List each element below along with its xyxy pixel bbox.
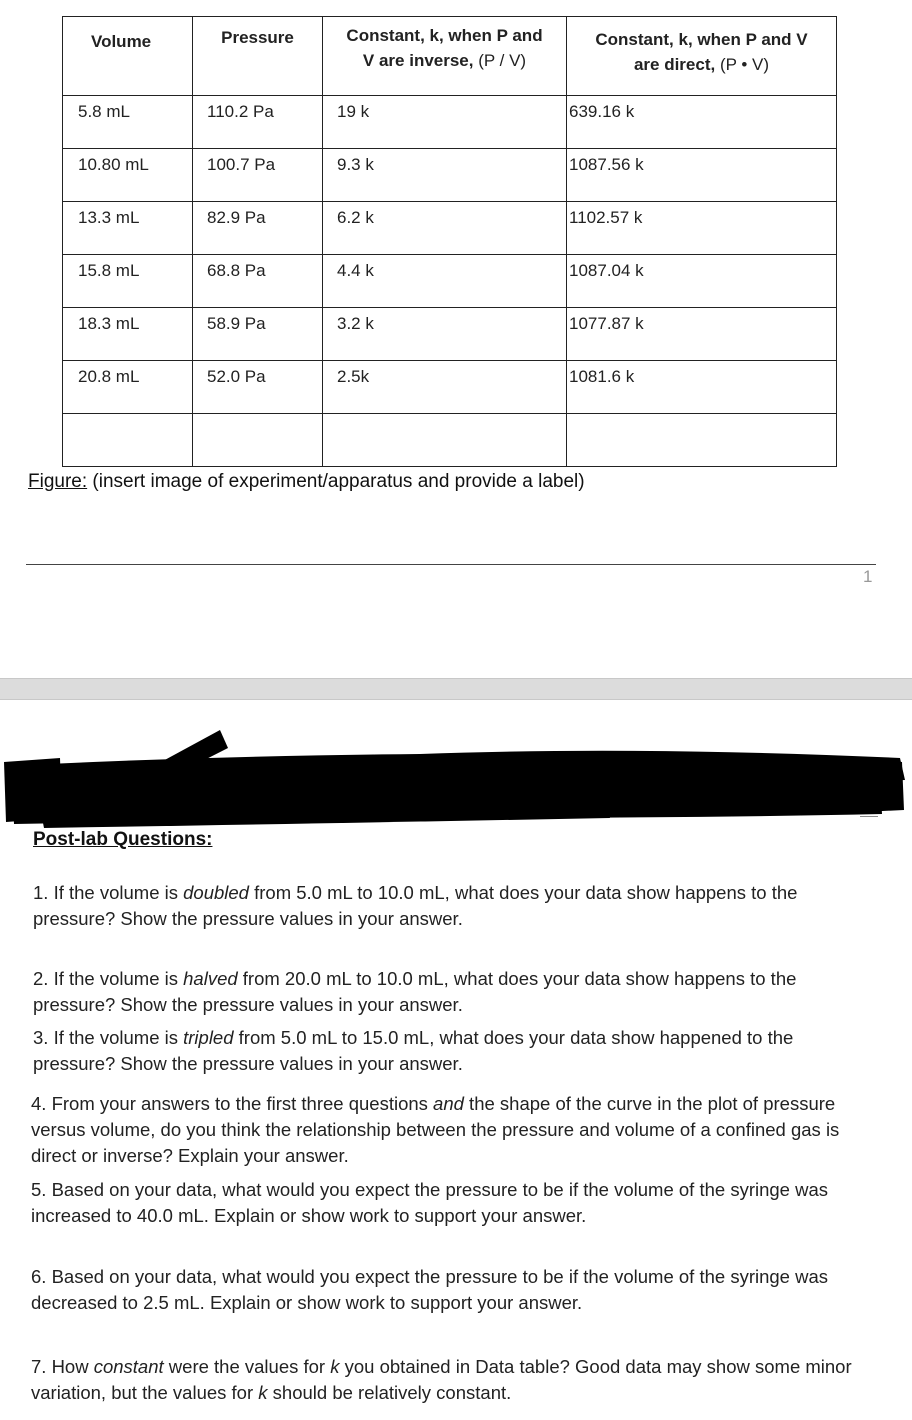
cell-volume: 5.8 mL [63,96,193,149]
question-1 [33,880,873,932]
cell-pressure: 82.9 Pa [193,202,323,255]
question-emphasis: tripled [183,1027,234,1048]
cell-k-direct: 1087.56 k [567,149,837,202]
question-emphasis: constant [93,1356,164,1377]
cell-pressure: 52.0 Pa [193,361,323,414]
header-k-inverse-formula: (P / V) [478,51,527,70]
footer-rule [26,564,876,565]
question-text: from 5.0 mL to 10.0 mL, what does your data show happens to the pressure? Show the pressure values in your answer. [33,882,798,929]
question-text: were the values for [163,1356,331,1377]
question-emphasis: k [258,1382,268,1403]
redaction-scribble [0,718,912,828]
cell-pressure: 58.9 Pa [193,308,323,361]
header-pressure: Pressure [193,17,323,96]
header-k-direct-line1: Constant, k, when P and V [595,30,808,49]
question-4 [31,1091,871,1169]
cell-volume [63,414,193,467]
question-emphasis: doubled [183,882,249,903]
question-text: you obtained in Data table? Good data may show some minor variation, but the values for [31,1356,852,1403]
cell-k-inverse: 19 k [323,96,567,149]
cell-pressure: 100.7 Pa [193,149,323,202]
header-k-inverse-line1: Constant, k, when P and [346,26,543,45]
header-k-direct-line2: are direct, [633,55,716,74]
question-text: 5. Based on your data, what would you expect the pressure to be if the volume of the syringe was increased to 40.0 mL. Explain or show work to support your answer. [31,1179,828,1226]
question-7 [31,1354,871,1406]
cell-k-inverse: 4.4 k [323,255,567,308]
header-k-inverse [323,17,567,96]
cell-k-direct: 1087.04 k [567,255,837,308]
partial-rule [860,816,878,817]
figure-text: (insert image of experiment/apparatus and provide a label) [92,471,585,492]
table-row [63,202,837,255]
cell-volume: 20.8 mL [63,361,193,414]
cell-volume: 15.8 mL [63,255,193,308]
cell-volume: 13.3 mL [63,202,193,255]
figure-caption [28,471,585,493]
cell-k-inverse: 9.3 k [323,149,567,202]
question-text: 1. If the volume is [33,882,184,903]
question-3 [33,1025,873,1077]
table-body [63,96,837,467]
table-row [63,96,837,149]
cell-k-direct [567,414,837,467]
cell-k-inverse: 2.5k [323,361,567,414]
question-emphasis: k [330,1356,340,1377]
data-table [62,16,837,467]
question-text: the shape of the curve in the plot of pressure versus volume, do you think the relationship between the pressure and volume of a confined gas is direct or inverse? Explain your answer. [31,1093,840,1166]
cell-pressure: 110.2 Pa [193,96,323,149]
cell-k-direct: 1081.6 k [567,361,837,414]
question-text: 4. From your answers to the first three questions [31,1093,434,1114]
question-text: from 5.0 mL to 15.0 mL, what does your data show happened to the pressure? Show the pressure values in your answer. [33,1027,794,1074]
cell-k-inverse [323,414,567,467]
table-row [63,361,837,414]
cell-k-direct: 639.16 k [567,96,837,149]
table-row [63,255,837,308]
table-row [63,414,837,467]
question-text: 6. Based on your data, what would you expect the pressure to be if the volume of the syringe was decreased to 2.5 mL. Explain or show work to support your answer. [31,1266,828,1313]
figure-label: Figure: [28,471,88,492]
question-emphasis: halved [183,968,238,989]
question-text: should be relatively constant. [267,1382,512,1403]
question-5 [31,1177,871,1229]
header-k-direct [567,17,837,96]
cell-pressure: 68.8 Pa [193,255,323,308]
cell-k-direct: 1102.57 k [567,202,837,255]
postlab-heading: Post-lab Questions: [33,829,213,850]
cell-k-inverse: 6.2 k [323,202,567,255]
cell-k-direct: 1077.87 k [567,308,837,361]
header-volume: Volume [63,17,193,96]
table-header-row [63,17,837,96]
table-row [63,308,837,361]
question-text: 2. If the volume is [33,968,184,989]
cell-volume: 18.3 mL [63,308,193,361]
page-break-gap [0,678,912,700]
question-6 [31,1264,871,1316]
question-text: 3. If the volume is [33,1027,184,1048]
page-number: 1 [863,567,873,586]
header-k-inverse-line2: V are inverse, [362,51,474,70]
cell-volume: 10.80 mL [63,149,193,202]
question-emphasis: and [433,1093,464,1114]
question-2 [33,966,873,1018]
question-text: from 20.0 mL to 10.0 mL, what does your data show happens to the pressure? Show the pressure values in your answer. [33,968,797,1015]
table-row [63,149,837,202]
header-k-direct-formula: (P • V) [719,55,770,74]
question-text: 7. How [31,1356,94,1377]
cell-pressure [193,414,323,467]
cell-k-inverse: 3.2 k [323,308,567,361]
